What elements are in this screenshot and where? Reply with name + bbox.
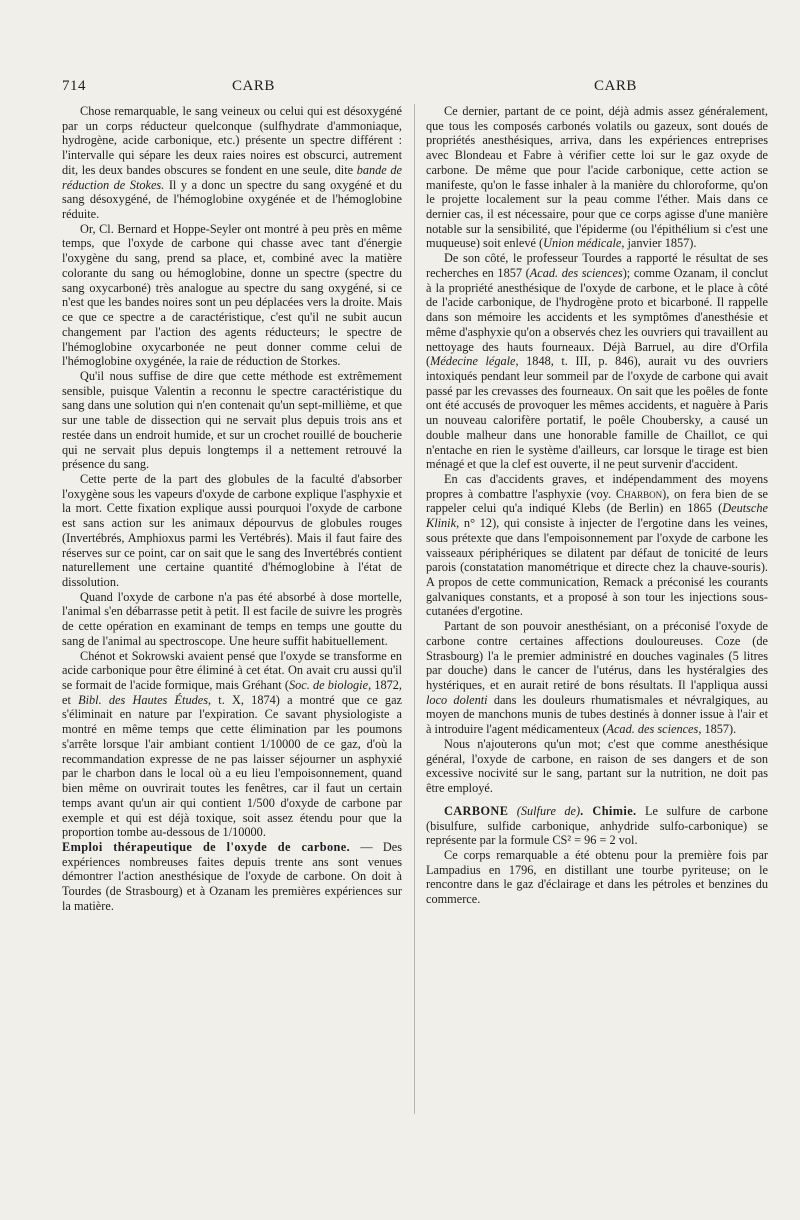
paragraph: Ce corps remarquable a été obtenu pour la première fois par Lampadius en 1796, en distillant une tourbe pyriteuse; on le rencontre dans le gaz d'éclairage et dans les pétroles et benzines du commerce. [426, 847, 768, 907]
text-run: En cas d'accidents graves, et indépendamment des moyens propres à combattre l'asphyxie (voy. [426, 471, 768, 501]
running-head-left: CARB [232, 78, 275, 94]
entry-heading: CARBONE [444, 803, 509, 818]
text-run: , t. X, 1874) a montré que ce gaz s'éliminait en nature par l'expiration. Ce savant physiologiste a montré en même temps que cette élimination par les poumons s'arrête lorsque l'air ambiant contient 1/10000 de ce gaz, d'où la recommandation expresse de ne pas laisser séjourner un asphyxié par le charbon dans le local où a eu lieu l'empoisonnement, quand bien même on ouvrirait toutes les fenêtres, car il faut un certain temps avant qu'un air qui contient 1/500 d'oxyde de carbone par exemple et qui est déjà toxique, soit assez étendu pour que la proportion tombe au-dessous de 1/10000. [62, 692, 402, 840]
text-run: ); comme Ozanam, il conclut à la propriété anesthésique de l'oxyde de carbone, et le place à côté de l'acide carbonique, de l'hydrogène proto et bicarboné. Il rappelle dans son mémoire les accidents et les symptômes d'anesthésie et même d'asphyxie qu'on a observés chez les ouvriers qui travaillent au nettoyage des hauts fourneaux. Déjà Barruel, au dire d'Orfila ( [426, 265, 768, 369]
text-run: , n° 12), qui consiste à injecter de l'ergotine dans les veines, sous prétexte que dans l'empoisonnement par l'oxyde de carbone les vaisseaux périphériques se dilatent par défaut de tonicité de leurs parois (constatation manométrique et directe chez la chauve-souris). A propos de cette communication, Remack a préconisé les courants galvaniques constants, et a proposé à son tour les injections sous-cutanées d'ergotine. [426, 516, 768, 619]
italic-citation: Union médicale [543, 236, 622, 251]
paragraph: Qu'il nous suffise de dire que cette méthode est extrêmement sensible, puisque Valentin a reconnu le spectre caractéristique du sang dans une solution qui n'en contenait qu'un sept-millième, et que sur une table de dissection qui ne servait plus depuis trois ans et restée dans un endroit humide, et sur un crochet rouillé de boucherie qui ne servait plus depuis longtemps il a nettement retrouvé la présence du sang. [62, 368, 402, 472]
paragraph [426, 472, 768, 619]
text-run: , 1872, et [62, 678, 402, 707]
text-run: , 1848, t. III, p. 846), aurait vu des ouvriers intoxiqués pendant leur sommeil par de l'oxyde de carbone qui avait passé par les crevasses des fourneaux. On sait que les poêles de fonte ont été accusés de provoquer les mêmes accidents, et naguère à Paris un nouveau calorifère portatif, le poêle Choubersky, a causé un double malheur dans une honorable famille de Chaillot, ce qui n'entache en rien le système d'ailleurs, car lorsque le tirage est bien ménagé et que la clef est ouverte, il ne peut survenir d'accident. [426, 354, 768, 472]
italic-citation: Acad. des sciences [529, 265, 623, 280]
italic-citation: Bibl. des Hautes Études [78, 692, 209, 707]
text-run: Il y a donc un spectre du sang oxygéné et du sang désoxygéné, de l'hémoglobine oxygénée et de l'hémoglobine réduite. [62, 177, 402, 222]
italic-citation: Soc. de biologie [288, 678, 369, 693]
italic-term: bande de réduction de Stokes. [62, 162, 402, 192]
text-run: Chénot et Sokrowski avaient pensé que l'oxyde se transforme en acide carbonique pour être éliminé à cet état. On avait cru aussi qu'il se formait de l'acide formique, mais Gréhant ( [62, 648, 402, 693]
paragraph: Or, Cl. Bernard et Hoppe-Seyler ont montré à peu près en même temps, que l'oxyde de carbone qui chasse avec tant d'énergie l'oxygène du sang, prend sa place, et, combiné avec la matière colorante du sang ou hémoglobine, donne un spectre (spectre du sang oxycarboné) très analogue au spectre du sang oxygéné, si ce n'est que les bandes noires sont un peu déplacées vers la droite. Mais ce que ce spectre a de caractéristique, c'est qu'il ne subit aucun changement par l'action des agents réducteurs; le spectre de l'hémoglobine oxycarbonée ne peut donner comme celui de l'hémoglobine oxygénée, la raie de réduction de Storkes. [62, 221, 402, 369]
text-run: , 1857). [698, 722, 737, 737]
running-head-right: CARB [594, 78, 637, 94]
text-run: Ce dernier, partant de ce point, déjà admis assez généralement, que tous les composés carbonés volatils ou gazeux, sont doués de propriétés anesthésiques, arriva, dans les expériences entreprises avec Blondeau et Fabre à vérifier cette loi sur le gaz oxyde de carbone. De même que pour l'acide carbonique, cette action se manifeste, qu'on le fasse inhaler à la manière du chloroforme, qu'on le projette localement sur la peau comme l'éther. Mais dans ce dernier cas, il est nécessaire, pour que ce corps agisse d'une manière notable sur la sensibilité, que l'épiderme (ou l'épithélium si c'est une muqueuse) soit enlevé ( [426, 104, 768, 251]
entry-subject: . Chimie. [580, 803, 637, 818]
paragraph: Quand l'oxyde de carbone n'a pas été absorbé à dose mortelle, l'animal s'en débarrasse petit à petit. Il est facile de suivre les progrès de cette opération en examinant de temps en temps une goutte du sang de l'animal au spectroscope. Une heure suffit habituellement. [62, 589, 402, 648]
italic-citation: Deutsche Klinik [426, 501, 768, 531]
paragraph [426, 251, 768, 472]
italic-term: loco dolenti [426, 692, 488, 707]
paragraph [426, 619, 768, 737]
text-run: Chose remarquable, le sang veineux ou celui qui est désoxygéné par un corps réducteur quelconque (sulfhydrate d'ammoniaque, hydrogène, acide carbonique, etc.) présente un spectre différent : l'intervalle qui sépare les deux raies noires est obscurci, autrement dit, les deux bandes obscures se fondent en une seule, dite [62, 104, 402, 177]
paragraph: Nous n'ajouterons qu'un mot; c'est que comme anesthésique général, l'oxyde de carbone, en raison de ses dangers et de son excessive nocivité sur le sang, partant sur la nutrition, ne doit pas être employé. [426, 736, 768, 796]
column-divider [414, 104, 415, 1114]
paragraph [426, 804, 768, 848]
right-column [426, 104, 768, 907]
text-run: De son côté, le professeur Tourdes a rapporté le résultat de ses recherches en 1857 ( [426, 251, 768, 280]
paragraph [62, 649, 402, 840]
text-run: — Des expériences nombreuses faites depuis trente ans sont venues démontrer l'action anesthésique de l'oxyde de carbone. On doit à Tourdes (de Strasbourg) et à Ozanam les premières expériences sur la matière. [62, 839, 402, 913]
text-run: dans les douleurs rhumatismales et névralgiques, au moyen de manchons munis de tubes destinés à donner issue à l'air et à introduire l'agent médicamenteux ( [426, 692, 768, 737]
cross-reference: Charbon [615, 486, 663, 501]
text-run: Partant de son pouvoir anesthésiant, on a préconisé l'oxyde de carbone contre certaines affections douloureuses. Coze (de Strasbourg) l'a le premier administré en douches vaginales (5 litres par douche) dans le cancer de l'utérus, dans les hystéralgies des hystériques, et en aurait retiré de bons résultats. Il l'appliqua aussi [426, 619, 768, 693]
text-run: ), on fera bien de se rappeler celui qu'a indiqué Klebs (de Berlin) en 1865 ( [426, 486, 768, 516]
page-number: 714 [62, 78, 86, 94]
left-column [62, 104, 402, 914]
text-run: , janvier 1857). [621, 236, 697, 251]
text-run: Le sulfure de carbone (bisulfure, sulfide carbonique, anhydride sulfo-carbonique) se représente par la formule CS² = 96 = 2 vol. [426, 803, 769, 848]
paragraph [62, 840, 402, 914]
section-heading: Emploi thérapeutique de l'oxyde de carbone. [62, 839, 351, 854]
italic-term: (Sulfure de) [508, 803, 581, 818]
italic-citation: Acad. des sciences [606, 722, 699, 737]
paragraph [426, 104, 768, 251]
paragraph [62, 104, 402, 222]
italic-citation: Médecine légale [430, 354, 516, 369]
paragraph: Cette perte de la part des globules de la faculté d'absorber l'oxygène sous les vapeurs d'oxyde de carbone explique l'asphyxie et la mort. Cette fixation explique aussi pourquoi l'oxyde de carbone est sans action sur les animaux dépourvus de globules rouges (Invertébrés, Amphioxus parmi les Vertébrés). Mais il faut faire des réserves sur ce point, car on sait que le sang des Invertébrés contient naturellement une certaine quantité d'hémoglobine à l'état de dissolution. [62, 471, 402, 589]
